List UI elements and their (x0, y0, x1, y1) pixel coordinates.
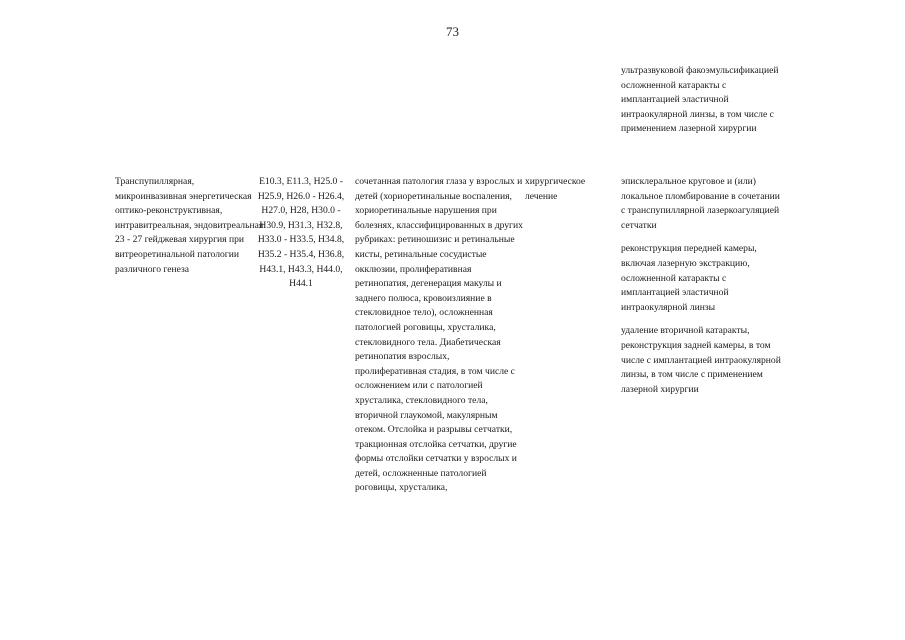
pathology-cell (355, 175, 523, 496)
treatment-method-item: эписклеральное круговое и (или) локальное пломбирование в сочетании с транспупиллярной лазеркоагуляцией сетчатки (621, 176, 780, 231)
pathology-text: сочетанная патология глаза у взрослых и детей (хориоретинальные воспаления, хориоретинальные нарушения при болезнях, классифицированных в других рубриках: ретиношизис и ретинальные кисты, ретинальные сосудистые окклюзии, пролиферативная ретинопатия, дегенерация макулы и заднего полюса, кровоизлияние в стекловидное тело), осложненная патологией роговицы, хрусталика, стекловидного тела. Диабетическая ретинопатия взрослых, пролиферативная стадия, в том числе с осложнением или с патологией хрусталика, стекловидного тела, вторичной глаукомой, макулярным отеком. Отслойка и разрывы сетчатки, тракционная отслойка сетчатки, другие формы отслойки сетчатки у взрослых и детей, осложненные патологией роговицы, хрусталика, (355, 176, 523, 494)
treatment-methods-cell (621, 175, 783, 406)
treatment-type-cell (525, 175, 605, 204)
treatment-method-item: реконструкция передней камеры, включая лазерную экстракцию, осложненной катаракты с имплантацией эластичной интраокулярной линзы (621, 243, 757, 313)
page-number: 73 (446, 24, 459, 39)
icd-codes-cell (257, 175, 345, 292)
icd-codes: E10.3, E11.3, H25.0 - H25.9, H26.0 - H26.4, H27.0, H28, H30.0 - H30.9, H31.3, H32.8, H33.0 - H33.5, H34.8, H35.2 - H35.4, H36.8, H43.1, H43.3, H44.0, H44.1 (257, 176, 345, 290)
method-name: Транспупиллярная, микроинвазивная энергетическая оптико-реконструктивная, интравитреальная, эндовитреальная 23 - 27 гейджевая хирургия при витреоретинальной патологии различного генеза (115, 176, 264, 275)
treatment-method-item: удаление вторичной катаракты, реконструкция задней камеры, в том числе с имплантацией интраокулярной линзы, в том числе с применением лазерной хирургии (621, 325, 781, 395)
continuation-text (621, 64, 781, 137)
treatment-type: хирургическое лечение (525, 176, 586, 202)
continuation-paragraph: ультразвуковой факоэмульсификацией осложненной катаракты с имплантацией эластичной интраокулярной линзы, в том числе с применением лазерной хирургии (621, 65, 779, 135)
method-cell (115, 175, 265, 277)
